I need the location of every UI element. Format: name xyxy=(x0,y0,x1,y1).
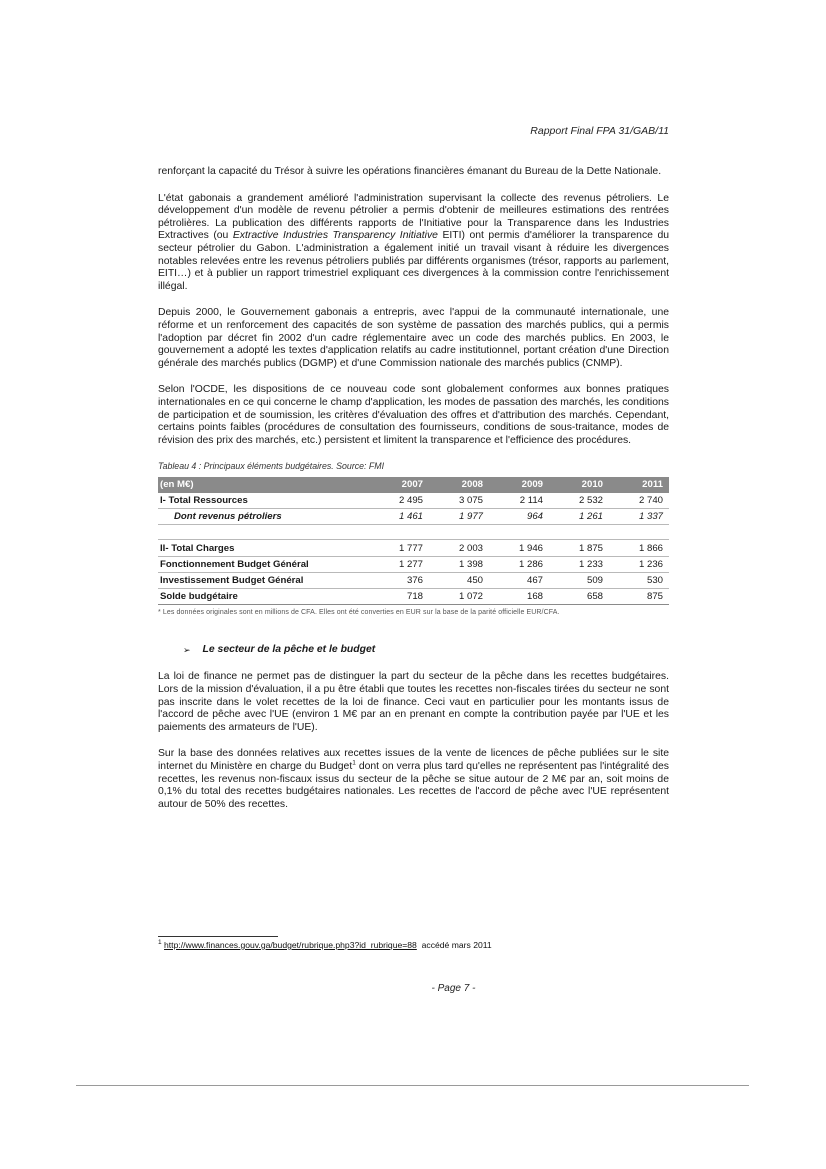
paragraph-3: Depuis 2000, le Gouvernement gabonais a entrepris, avec l'appui de la communauté internationale, une réforme et un renforcement des capacités de son système de passation des marchés publics, qui a permis l'adoption par décret fin 2002 d'un cadre réglementaire avec un code des marchés publics. En 2003, le gouvernement a adopté les textes d'application relatifs au cadre institutionnel, portant création d'une Direction générale des marchés publics (DGMP) et d'une Commission nationale des marchés publics (CNMP). xyxy=(158,307,669,369)
table-cell: 1 398 xyxy=(429,556,489,572)
table-cell: 467 xyxy=(489,572,549,588)
paragraph-5: La loi de finance ne permet pas de distinguer la part du secteur de la pêche dans les recettes budgétaires. Lors de la mission d'évaluation, il a pu être établi que toutes les recettes non-fiscales tirées du secteur ne sont pas inscrite dans le volet recettes de la loi de finance. Ceci vaut en particulier pour les montants issus de l'accord de pêche avec l'UE (environ 1 M€ par an en prenant en compte la contribution payée par l'UE et les paiements des armateurs de l'UE). xyxy=(158,671,669,733)
row-label: Fonctionnement Budget Général xyxy=(158,556,369,572)
column-header: 2008 xyxy=(429,477,489,493)
table-cell: 2 532 xyxy=(549,493,609,509)
table-cell xyxy=(429,525,489,540)
paragraph-2-text-b: EITI) ont permis d'améliorer la transparence du secteur pétrolier du Gabon. L'administration a également initié un travail visant à réduire les divergences notables relevées entre les revenus pétroliers publiés par différents organismes (trésor, rapports au parlement, EITI…) et à publier un rapport trimestriel expliquant ces divergences à la commission contre l'enrichissement illégal. xyxy=(158,230,669,292)
row-label: II- Total Charges xyxy=(158,540,369,556)
table-caption: Tableau 4 : Principaux éléments budgétaires. Source: FMI xyxy=(158,461,385,472)
paragraph-6-text-b: dont on verra plus tard qu'elles ne représentent pas l'intégralité des recettes, les revenus non-fiscaux issus du secteur de la pêche se situe autour de 2 M€ par an, soit moins de 0,1% du total des recettes budgétaires nationales. Les recettes de l'accord de pêche avec l'UE représentent autour de 50% des recettes. xyxy=(158,760,669,810)
table-cell: 1 277 xyxy=(369,556,429,572)
column-header: 2011 xyxy=(609,477,669,493)
page-number: - Page 7 - xyxy=(431,983,476,994)
paragraph-4: Selon l'OCDE, les dispositions de ce nouveau code sont globalement conformes aux bonnes pratiques internationales en ce qui concerne le champ d'application, les modes de passation des marchés, les conditions de participation et de soumission, les critères d'évaluation des offres et d'attribution des marchés. Cependant, certains points faibles (procédures de consultation des fournisseurs, conditions de sous-traitance, modes de révision des prix des marchés, etc.) persistent et limitent la transparence et l'efficience des procédures. xyxy=(158,384,669,446)
paragraph-2-text-a: L'état gabonais a grandement amélioré l'administration supervisant la collecte des revenus pétroliers. Le développement d'un modèle de revenu pétrolier a permis d'obtenir de meilleures estimations des rentrées pétrolières. La publication des différents rapports de l'Initiative pour la Transparence dans les Industries Extractives (ou xyxy=(158,192,669,242)
table-cell: 2 114 xyxy=(489,493,549,509)
table-note: * Les données originales sont en millions de CFA. Elles ont été converties en EUR sur la base de la parité officielle EUR/CFA. xyxy=(158,609,560,617)
table-cell: 2 740 xyxy=(609,493,669,509)
section-heading xyxy=(183,644,669,657)
document-body xyxy=(158,166,669,825)
table-cell: 1 072 xyxy=(429,589,489,605)
paragraph-6-text-a: Sur la base des données relatives aux recettes issues de la vente de licences de pêche publiées sur le site internet du Ministère en charge du Budget xyxy=(158,748,669,772)
paragraph-1: renforçant la capacité du Trésor à suivre les opérations financières émanant du Bureau de la Dette Nationale. xyxy=(158,166,662,177)
footnote-suffix: accédé mars 2011 xyxy=(421,940,492,950)
table-cell: 1 946 xyxy=(489,540,549,556)
table-cell: 2 003 xyxy=(429,540,489,556)
table-cell: 718 xyxy=(369,589,429,605)
table-cell: 3 075 xyxy=(429,493,489,509)
table-cell xyxy=(489,525,549,540)
table-cell: 2 495 xyxy=(369,493,429,509)
table-cell: 1 286 xyxy=(489,556,549,572)
column-header: 2010 xyxy=(549,477,609,493)
table-cell: 1 875 xyxy=(549,540,609,556)
table-cell: 1 233 xyxy=(549,556,609,572)
table-cell xyxy=(609,525,669,540)
column-header: (en M€) xyxy=(158,477,369,493)
table-cell: 1 261 xyxy=(549,509,609,525)
table-row xyxy=(158,493,669,509)
bottom-divider xyxy=(76,1085,749,1086)
table-cell: 1 977 xyxy=(429,509,489,525)
table-cell: 1 337 xyxy=(609,509,669,525)
table-cell: 450 xyxy=(429,572,489,588)
table-row xyxy=(158,509,669,525)
table-cell xyxy=(369,525,429,540)
budget-table xyxy=(158,477,669,605)
table-cell: 1 866 xyxy=(609,540,669,556)
table-row xyxy=(158,540,669,556)
row-label: Dont revenus pétroliers xyxy=(158,509,369,525)
table-cell: 168 xyxy=(489,589,549,605)
paragraph-2-italic: Extractive Industries Transparency Initiative xyxy=(232,230,438,242)
table-cell: 1 461 xyxy=(369,509,429,525)
section-title: Le secteur de la pêche et le budget xyxy=(202,643,376,655)
table-cell: 376 xyxy=(369,572,429,588)
table-row xyxy=(158,572,669,588)
column-header: 2007 xyxy=(369,477,429,493)
paragraph-6 xyxy=(158,748,669,811)
table-cell: 964 xyxy=(489,509,549,525)
footnote-link[interactable]: http://www.finances.gouv.ga/budget/rubrique.php3?id_rubrique=88 xyxy=(164,940,417,950)
table-cell: 658 xyxy=(549,589,609,605)
row-label xyxy=(158,525,369,540)
table-cell: 1 236 xyxy=(609,556,669,572)
table-cell: 509 xyxy=(549,572,609,588)
row-label: I- Total Ressources xyxy=(158,493,369,509)
footnote-separator xyxy=(158,936,278,937)
table-row xyxy=(158,589,669,605)
row-label: Investissement Budget Général xyxy=(158,572,369,588)
footnote xyxy=(158,940,492,950)
footnote-number: 1 xyxy=(158,939,162,947)
table-header-row xyxy=(158,477,669,493)
column-header: 2009 xyxy=(489,477,549,493)
table-cell xyxy=(549,525,609,540)
table-cell: 530 xyxy=(609,572,669,588)
table-row xyxy=(158,556,669,572)
table-cell: 875 xyxy=(609,589,669,605)
table-row xyxy=(158,525,669,540)
table-cell: 1 777 xyxy=(369,540,429,556)
running-header: Rapport Final FPA 31/GAB/11 xyxy=(530,125,669,137)
arrow-bullet-icon: ➢ xyxy=(183,644,191,655)
footnote-reference[interactable]: 1 xyxy=(352,759,356,767)
row-label: Solde budgétaire xyxy=(158,589,369,605)
paragraph-2 xyxy=(158,193,669,294)
